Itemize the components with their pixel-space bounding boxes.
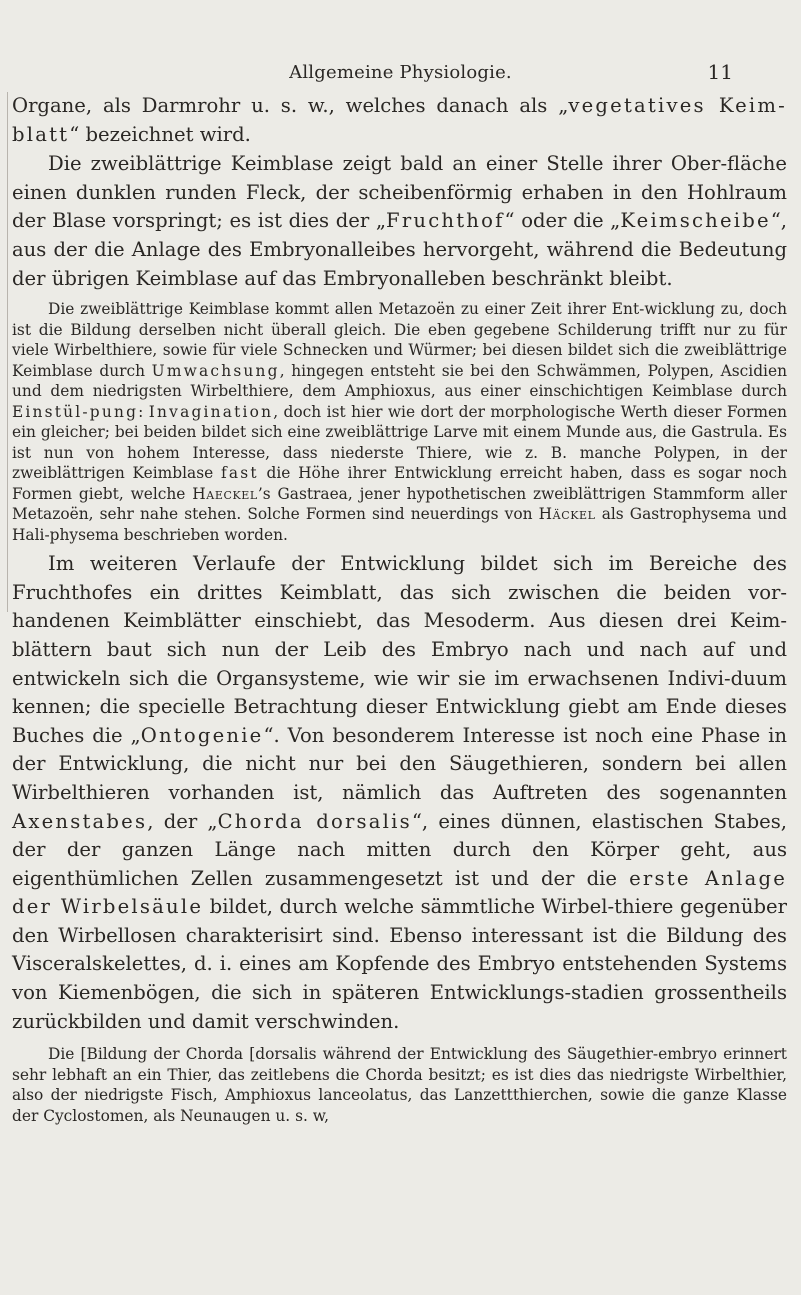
emphasis-vegetatives-keimblatt: vegetatives Keim-blatt [12,94,787,146]
text-run: “, aus der die Anlage des Embryonalleibes hervorgeht, während die Bedeutung der übrigen Keimblase auf das Embryonalleben beschränkt bleibt. [12,209,787,290]
paragraph-small-print-metazoen [12,299,787,545]
page-number: 11 [707,60,733,84]
text-run: , der „ [147,809,218,833]
paragraph-small-print-chorda [12,1044,787,1126]
text-run: , hingegen entsteht sie bei den Schwämmen, Polypen, Ascidien und dem niedrigsten Wirbelthiere, dem Amphioxus, aus einer einschichtigen Keimblase durch [12,361,787,401]
text-run: die Höhe ihrer Entwicklung erreicht haben, dass es sogar noch Formen giebt, welche [12,464,788,503]
emphasis-keimscheibe: Keimscheibe [620,209,771,233]
emphasis-ontogenie: Ontogenie [140,723,264,747]
text-run: : [138,402,149,421]
text-run: “ bezeichnet wird. [69,122,251,146]
author-haeckel: Häckel [538,505,596,524]
text-run: “. Von besonderem Interesse ist noch eine Phase in der Entwicklung, die nicht nur bei den Säugethieren, sondern bei allen Wirbelthieren vorhanden ist, nämlich das Auftreten des sogenannten [12,723,787,804]
emphasis-invagination: Invagination [148,402,274,421]
emphasis-fast: fast [220,464,259,483]
paragraph-entwicklung [12,550,787,1036]
emphasis-chorda-dorsalis: Chorda dorsalis [217,809,412,833]
emphasis-axenstabes: Axenstabes [12,809,148,833]
binding-shadow [7,92,8,612]
author-haeckel: Haeckel [192,484,258,503]
emphasis-fruchthof: Fruchthof [386,209,505,233]
running-title: Allgemeine Physiologie. [289,62,512,83]
paragraph-continuation [12,92,787,149]
text-run: “, eines dünnen, elastischen Stabes, der der ganzen Länge nach mitten durch den Körper geht, aus eigenthümlichen Zellen zusammengesetzt ist und der die [12,809,788,890]
body-text [12,92,787,1126]
text-run: Die [Bildung der Chorda [dorsalis während der Entwicklung des Säugethier-embryo erinnert sehr lebhaft an ein Thier, das zeitlebens die Chorda besitzt; es ist dies das niedrigste Wirbelthier, also der niedrigste Fisch, Amphioxus lanceolatus, das Lanzettthierchen, sowie die ganze Klasse der Cyclostomen, als Neunaugen u. s. w, [12,1045,787,1125]
text-run: “ oder die „ [504,209,621,233]
text-run: Die zweiblättrige Keimblase zeigt bald an einer Stelle ihrer Ober-fläche einen dunklen runden Fleck, der scheibenförmig erhaben in den Hohlraum der Blase vorspringt; es ist dies der „ [12,152,787,233]
text-run: als Gastrophysema und Hali-physema beschrieben worden. [12,505,787,544]
emphasis-einstuelpung: Einstül-pung [12,402,139,421]
text-run: , doch ist hier wie dort der morphologische Werth dieser Formen ein gleicher; bei beiden bildet sich eine zweiblättrige Larve mit einem Munde aus, die Gastrula. Es ist nun von hohem Interesse, dass niederste Thiere, wie z. B. manche Polypen, in der zweiblättrigen Keimblase [12,402,788,483]
emphasis-erste-anlage: erste Anlage der Wirbelsäule [12,866,787,919]
page-header [0,62,801,86]
emphasis-umwachsung: Umwachsung [151,361,280,380]
text-run: ’s Gastraea, jener hypothetischen zweiblättrigen Stammform aller Metazoën, sehr nahe stehen. Solche Formen sind neuerdings von [12,484,787,524]
text-run: Organe, als Darmrohr u. s. w., welches danach als „ [12,94,569,117]
text-run: bildet, durch welche sämmtliche Wirbel-thiere gegenüber den Wirbellosen charakterisirt sind. Ebenso interessant ist die Bildung des Visceralskelettes, d. i. eines am Kopfende des Embryo entstehenden Systems von Kiemenbögen, die sich in späteren Entwicklungs-stadien grossentheils zurückbilden und damit verschwinden. [12,895,787,1033]
text-run: Im weiteren Verlaufe der Entwicklung bildet sich im Bereiche des Fruchthofes ein drittes Keimblatt, das sich zwischen die beiden vor-handenen Keimblätter einschiebt, das Mesoderm. Aus diesen drei Keim-blättern baut sich nun der Leib des Embryo nach und nach auf und entwickeln sich die Organsysteme, wie wir sie im erwachsenen Indivi-duum kennen; die specielle Betrachtung dieser Entwicklung giebt am Ende dieses Buches die „ [12,552,787,747]
paragraph-keimblase [12,150,787,293]
text-run: Die zweiblättrige Keimblase kommt allen Metazoën zu einer Zeit ihrer Ent-wicklung zu, doch ist die Bildung derselben nicht überall gleich. Die eben gegebene Schilderung trifft nur zu für viele Wirbelthiere, sowie für viele Schnecken und Würmer; bei diesen bildet sich die zweiblättrige Keimblase durch [12,300,787,380]
